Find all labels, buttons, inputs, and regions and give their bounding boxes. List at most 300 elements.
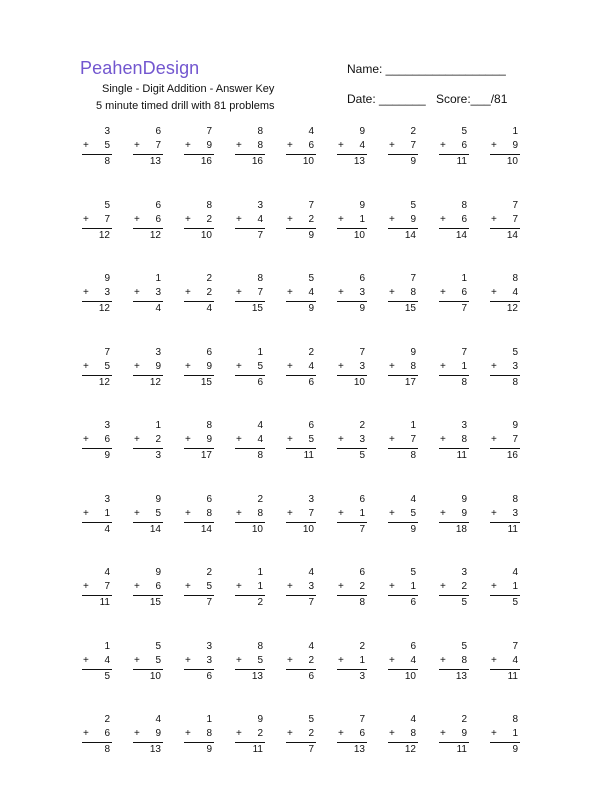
addend-top: 5: [410, 199, 416, 211]
answer: 9: [512, 744, 518, 755]
addend-bottom: 8: [206, 507, 212, 519]
problem: [76, 641, 116, 697]
answer: 17: [200, 450, 212, 461]
problem: [76, 420, 116, 476]
sum-line: [235, 228, 265, 229]
sum-line: [439, 154, 469, 155]
problem: [76, 347, 116, 403]
addend-bottom: 4: [512, 287, 518, 298]
sum-line: [82, 301, 112, 302]
addend-top: 3: [104, 126, 110, 137]
plus-sign: +: [440, 140, 446, 151]
addend-bottom: 3: [512, 360, 518, 372]
addend-top: 1: [155, 420, 161, 431]
answer: 9: [206, 744, 212, 755]
addend-bottom: 6: [461, 287, 467, 298]
problem: [127, 273, 167, 329]
addend-top: 2: [461, 714, 467, 725]
answer: 15: [251, 303, 263, 314]
answer: 14: [200, 523, 212, 535]
addend-top: 8: [257, 640, 263, 652]
plus-sign: +: [338, 434, 344, 445]
addend-bottom: 4: [359, 140, 365, 151]
problem: [229, 273, 269, 329]
sum-line: [286, 522, 316, 523]
problem: [484, 420, 524, 476]
sum-line: [286, 375, 316, 376]
problem: [331, 494, 371, 550]
score-field: Score:___/81: [436, 92, 508, 106]
problem: [76, 200, 116, 256]
answer: 12: [98, 376, 110, 388]
answer: 9: [308, 229, 314, 241]
problem: [280, 200, 320, 256]
addend-bottom: 6: [155, 581, 161, 592]
plus-sign: +: [287, 581, 293, 592]
addend-bottom: 5: [104, 140, 110, 151]
problem: [76, 714, 116, 770]
sum-line: [337, 595, 367, 596]
addend-bottom: 2: [155, 434, 161, 445]
problem: [484, 714, 524, 770]
answer: 9: [410, 523, 416, 535]
problem: [280, 714, 320, 770]
addend-bottom: 3: [308, 581, 314, 592]
addend-top: 7: [359, 346, 365, 358]
answer: 14: [149, 523, 161, 535]
answer: 13: [353, 156, 365, 167]
sum-line: [388, 595, 418, 596]
plus-sign: +: [389, 360, 395, 372]
plus-sign: +: [389, 507, 395, 519]
sum-line: [235, 448, 265, 449]
answer: 17: [404, 376, 416, 388]
problem: [484, 641, 524, 697]
plus-sign: +: [338, 728, 344, 739]
addend-top: 5: [308, 273, 314, 284]
sum-line: [82, 595, 112, 596]
problem: [331, 200, 371, 256]
plus-sign: +: [440, 434, 446, 445]
answer: 11: [303, 450, 314, 461]
addend-bottom: 8: [461, 654, 467, 666]
addend-top: 2: [104, 714, 110, 725]
plus-sign: +: [287, 360, 293, 372]
addend-bottom: 1: [461, 360, 467, 372]
answer: 11: [507, 523, 518, 535]
problem: [178, 567, 218, 623]
addend-top: 4: [155, 714, 161, 725]
answer: 8: [104, 744, 110, 755]
sum-line: [439, 375, 469, 376]
answer: 7: [461, 303, 467, 314]
plus-sign: +: [440, 728, 446, 739]
plus-sign: +: [83, 654, 89, 666]
sum-line: [82, 522, 112, 523]
plus-sign: +: [134, 140, 140, 151]
addend-top: 9: [104, 273, 110, 284]
sum-line: [490, 742, 520, 743]
plus-sign: +: [185, 287, 191, 298]
answer: 8: [461, 376, 467, 388]
problem: [331, 273, 371, 329]
sum-line: [235, 595, 265, 596]
addend-bottom: 3: [104, 287, 110, 298]
problem: [484, 200, 524, 256]
addend-bottom: 3: [512, 507, 518, 519]
problem: [229, 200, 269, 256]
addend-top: 7: [512, 640, 518, 652]
addend-bottom: 5: [257, 654, 263, 666]
addend-bottom: 1: [359, 213, 365, 225]
addend-bottom: 6: [359, 728, 365, 739]
problem: [433, 567, 473, 623]
answer: 6: [308, 376, 314, 388]
problem: [331, 347, 371, 403]
addend-top: 5: [410, 567, 416, 578]
addend-top: 2: [206, 273, 212, 284]
plus-sign: +: [287, 140, 293, 151]
addend-bottom: 2: [461, 581, 467, 592]
addend-top: 9: [257, 714, 263, 725]
answer: 10: [353, 376, 365, 388]
sum-line: [388, 669, 418, 670]
addend-bottom: 8: [410, 728, 416, 739]
plus-sign: +: [236, 140, 242, 151]
addend-top: 7: [308, 199, 314, 211]
plus-sign: +: [338, 581, 344, 592]
sum-line: [388, 522, 418, 523]
sum-line: [184, 742, 214, 743]
plus-sign: +: [389, 140, 395, 151]
addend-top: 9: [155, 567, 161, 578]
plus-sign: +: [83, 581, 89, 592]
addend-top: 1: [410, 420, 416, 431]
addend-bottom: 4: [257, 434, 263, 445]
answer: 12: [98, 303, 110, 314]
answer: 11: [507, 670, 518, 682]
plus-sign: +: [491, 654, 497, 666]
plus-sign: +: [491, 360, 497, 372]
sum-line: [337, 448, 367, 449]
sum-line: [337, 522, 367, 523]
answer: 12: [149, 229, 161, 241]
addend-bottom: 8: [257, 507, 263, 519]
problem: [178, 714, 218, 770]
answer: 7: [359, 523, 365, 535]
addend-bottom: 6: [461, 213, 467, 225]
answer: 14: [404, 229, 416, 241]
addend-bottom: 4: [308, 360, 314, 372]
answer: 7: [206, 597, 212, 608]
addend-top: 1: [512, 126, 518, 137]
problem: [178, 420, 218, 476]
sum-line: [286, 742, 316, 743]
answer: 7: [308, 597, 314, 608]
answer: 10: [302, 523, 314, 535]
addend-bottom: 9: [206, 140, 212, 151]
name-field: Name: __________________: [347, 62, 506, 76]
sum-line: [184, 522, 214, 523]
addend-top: 3: [206, 640, 212, 652]
addend-bottom: 4: [512, 654, 518, 666]
plus-sign: +: [134, 213, 140, 225]
addend-top: 8: [461, 199, 467, 211]
sum-line: [337, 228, 367, 229]
plus-sign: +: [389, 213, 395, 225]
sum-line: [235, 742, 265, 743]
addend-bottom: 2: [308, 728, 314, 739]
problem: [331, 714, 371, 770]
addend-top: 8: [257, 126, 263, 137]
plus-sign: +: [134, 728, 140, 739]
addend-top: 9: [359, 126, 365, 137]
addend-top: 8: [512, 493, 518, 505]
sum-line: [286, 301, 316, 302]
sum-line: [184, 669, 214, 670]
problem: [382, 641, 422, 697]
addend-top: 4: [308, 640, 314, 652]
sum-line: [133, 154, 163, 155]
plus-sign: +: [491, 728, 497, 739]
answer: 6: [206, 670, 212, 682]
addend-top: 6: [359, 273, 365, 284]
sum-line: [235, 669, 265, 670]
sum-line: [235, 522, 265, 523]
addend-top: 6: [359, 567, 365, 578]
addend-top: 9: [410, 346, 416, 358]
answer: 4: [206, 303, 212, 314]
sum-line: [235, 301, 265, 302]
addend-bottom: 3: [359, 287, 365, 298]
problem: [178, 641, 218, 697]
answer: 3: [359, 670, 365, 682]
problem: [382, 126, 422, 182]
answer: 12: [149, 376, 161, 388]
addend-bottom: 5: [155, 507, 161, 519]
plus-sign: +: [287, 728, 293, 739]
sum-line: [337, 742, 367, 743]
answer: 14: [506, 229, 518, 241]
answer: 6: [410, 597, 416, 608]
plus-sign: +: [491, 140, 497, 151]
answer: 10: [404, 670, 416, 682]
addend-bottom: 8: [410, 287, 416, 298]
sum-line: [184, 154, 214, 155]
plus-sign: +: [134, 287, 140, 298]
problem: [178, 126, 218, 182]
sum-line: [235, 375, 265, 376]
answer: 11: [456, 156, 467, 167]
plus-sign: +: [440, 213, 446, 225]
addend-top: 1: [104, 640, 110, 652]
sum-line: [490, 669, 520, 670]
addend-top: 3: [155, 346, 161, 358]
addend-bottom: 7: [104, 213, 110, 225]
plus-sign: +: [236, 287, 242, 298]
sum-line: [490, 375, 520, 376]
problem: [433, 420, 473, 476]
plus-sign: +: [389, 434, 395, 445]
problem: [433, 347, 473, 403]
addend-top: 6: [206, 493, 212, 505]
sum-line: [82, 228, 112, 229]
problem: [433, 273, 473, 329]
addend-bottom: 9: [461, 507, 467, 519]
answer: 9: [410, 156, 416, 167]
addend-top: 3: [308, 493, 314, 505]
problem: [484, 494, 524, 550]
problem: [433, 200, 473, 256]
sum-line: [184, 448, 214, 449]
addend-top: 6: [359, 493, 365, 505]
sum-line: [133, 522, 163, 523]
addend-top: 5: [461, 640, 467, 652]
addend-top: 2: [359, 640, 365, 652]
addend-bottom: 5: [206, 581, 212, 592]
plus-sign: +: [236, 434, 242, 445]
plus-sign: +: [185, 140, 191, 151]
addend-top: 1: [206, 714, 212, 725]
plus-sign: +: [134, 507, 140, 519]
addend-bottom: 1: [410, 581, 416, 592]
addend-bottom: 2: [308, 213, 314, 225]
plus-sign: +: [236, 654, 242, 666]
addend-bottom: 4: [257, 213, 263, 225]
answer: 9: [359, 303, 365, 314]
problem: [382, 567, 422, 623]
plus-sign: +: [134, 654, 140, 666]
answer: 8: [512, 376, 518, 388]
problem: [331, 420, 371, 476]
sum-line: [184, 375, 214, 376]
answer: 14: [455, 229, 467, 241]
plus-sign: +: [83, 213, 89, 225]
problem: [382, 200, 422, 256]
answer: 16: [251, 156, 263, 167]
sum-line: [490, 154, 520, 155]
problem: [280, 420, 320, 476]
sum-line: [337, 301, 367, 302]
plus-sign: +: [389, 728, 395, 739]
addend-bottom: 7: [155, 140, 161, 151]
problem: [382, 494, 422, 550]
sum-line: [388, 448, 418, 449]
addend-top: 6: [206, 346, 212, 358]
addend-top: 8: [206, 420, 212, 431]
plus-sign: +: [491, 507, 497, 519]
plus-sign: +: [83, 287, 89, 298]
addend-bottom: 3: [206, 654, 212, 666]
answer: 5: [359, 450, 365, 461]
sum-line: [490, 228, 520, 229]
sum-line: [388, 301, 418, 302]
problem: [433, 714, 473, 770]
addend-top: 2: [308, 346, 314, 358]
addend-top: 2: [410, 126, 416, 137]
answer: 7: [257, 229, 263, 241]
addend-bottom: 9: [512, 140, 518, 151]
plus-sign: +: [440, 507, 446, 519]
problem: [229, 567, 269, 623]
plus-sign: +: [185, 654, 191, 666]
problem: [127, 420, 167, 476]
plus-sign: +: [491, 287, 497, 298]
plus-sign: +: [83, 728, 89, 739]
plus-sign: +: [389, 654, 395, 666]
addend-top: 4: [308, 126, 314, 137]
problem: [229, 494, 269, 550]
problem: [178, 273, 218, 329]
sum-line: [439, 669, 469, 670]
answer: 13: [149, 744, 161, 755]
plus-sign: +: [440, 360, 446, 372]
sum-line: [184, 228, 214, 229]
addend-bottom: 5: [104, 360, 110, 372]
answer: 10: [251, 523, 263, 535]
answer: 3: [155, 450, 161, 461]
addend-bottom: 9: [206, 360, 212, 372]
sum-line: [235, 154, 265, 155]
plus-sign: +: [83, 360, 89, 372]
problem: [280, 273, 320, 329]
sum-line: [337, 154, 367, 155]
addend-top: 4: [104, 567, 110, 578]
addend-bottom: 5: [257, 360, 263, 372]
addend-top: 7: [104, 346, 110, 358]
plus-sign: +: [338, 140, 344, 151]
answer: 10: [506, 156, 518, 167]
answer: 12: [404, 744, 416, 755]
addend-top: 6: [155, 126, 161, 137]
answer: 11: [252, 744, 263, 755]
problem: [484, 273, 524, 329]
addend-top: 4: [308, 567, 314, 578]
answer: 13: [149, 156, 161, 167]
answer: 8: [104, 156, 110, 167]
addend-top: 4: [410, 714, 416, 725]
answer: 9: [104, 450, 110, 461]
sum-line: [286, 228, 316, 229]
addend-top: 4: [410, 493, 416, 505]
addend-bottom: 7: [257, 287, 263, 298]
plus-sign: +: [338, 654, 344, 666]
addend-bottom: 1: [512, 581, 518, 592]
addend-top: 9: [461, 493, 467, 505]
addend-top: 5: [512, 346, 518, 358]
sum-line: [82, 742, 112, 743]
answer: 11: [456, 450, 467, 461]
answer: 18: [455, 523, 467, 535]
addend-bottom: 3: [359, 360, 365, 372]
problem: [127, 126, 167, 182]
answer: 8: [359, 597, 365, 608]
addend-top: 4: [512, 567, 518, 578]
answer: 12: [506, 303, 518, 314]
addend-bottom: 1: [359, 507, 365, 519]
addend-top: 5: [461, 126, 467, 137]
addend-top: 9: [359, 199, 365, 211]
addend-top: 9: [512, 420, 518, 431]
addend-top: 7: [359, 714, 365, 725]
answer: 8: [257, 450, 263, 461]
addend-top: 4: [257, 420, 263, 431]
addend-top: 1: [155, 273, 161, 284]
plus-sign: +: [440, 581, 446, 592]
answer: 15: [404, 303, 416, 314]
problem: [280, 567, 320, 623]
addend-top: 3: [461, 420, 467, 431]
